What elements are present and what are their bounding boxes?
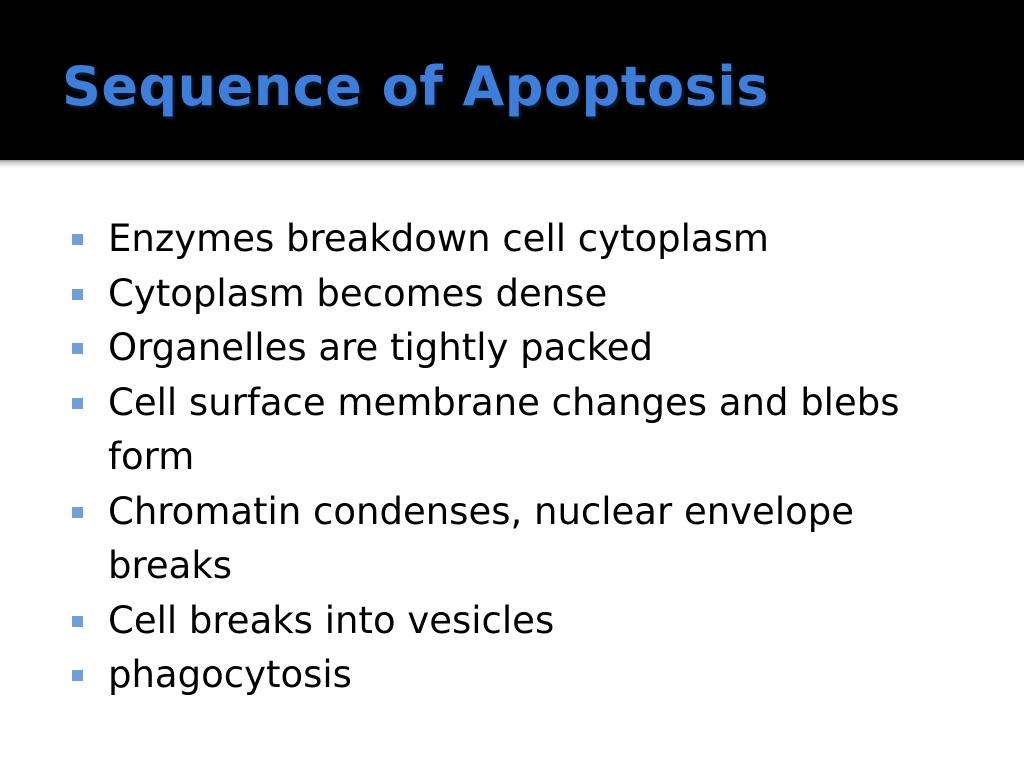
bullet-item — [72, 321, 972, 376]
bullet-text: Organelles are tightly packed — [108, 326, 654, 369]
square-bullet-icon — [72, 616, 83, 627]
bullet-item — [72, 485, 972, 594]
bullet-item — [72, 648, 972, 703]
bullet-text: phagocytosis — [108, 653, 352, 696]
bullet-text: Enzymes breakdown cell cytoplasm — [108, 217, 769, 260]
bullet-item — [72, 212, 972, 267]
title-divider — [0, 160, 1024, 168]
square-bullet-icon — [72, 234, 83, 245]
bullet-item — [72, 376, 972, 485]
bullet-item — [72, 267, 972, 322]
square-bullet-icon — [72, 507, 83, 518]
bullet-item — [72, 594, 972, 649]
bullet-list — [72, 212, 972, 703]
bullet-text: Chromatin condenses, nuclear envelope breaks — [108, 489, 854, 587]
content-area — [0, 168, 1024, 768]
bullet-text: Cell breaks into vesicles — [108, 598, 555, 642]
square-bullet-icon — [72, 343, 83, 354]
square-bullet-icon — [72, 289, 83, 300]
title-band — [0, 0, 1024, 160]
slide-title: Sequence of Apoptosis — [62, 55, 769, 118]
square-bullet-icon — [72, 670, 83, 681]
square-bullet-icon — [72, 398, 83, 409]
bullet-text: Cell surface membrane changes and blebs form — [108, 380, 900, 478]
bullet-text: Cytoplasm becomes dense — [108, 271, 608, 315]
